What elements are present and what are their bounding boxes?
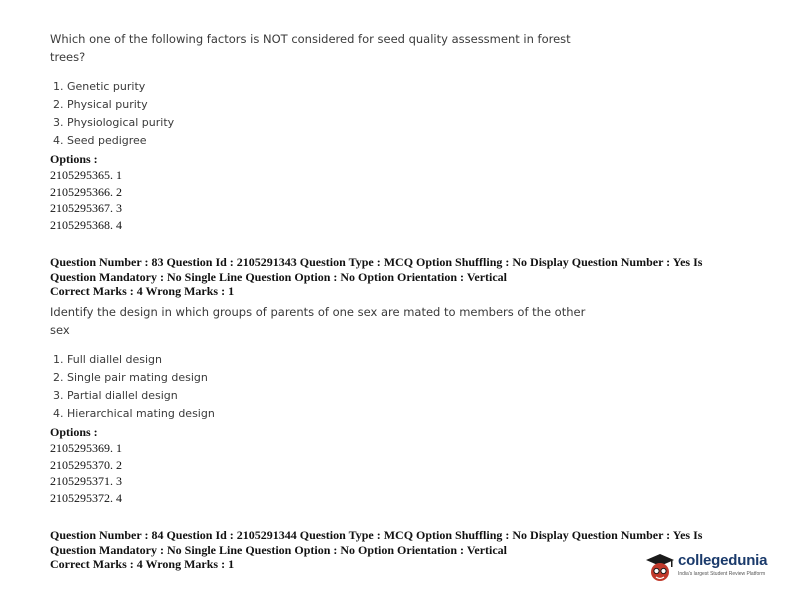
- q82-choice-4: 4. Seed pedigree: [53, 134, 147, 147]
- q82-text-line2: trees?: [50, 50, 86, 64]
- q84-header-line2: Question Mandatory : No Single Line Question Option : No Option Orientation : Vertical: [50, 542, 508, 557]
- q82-option-3: 2105295367. 3: [50, 201, 122, 215]
- q83-header-line1: Question Number : 83 Question Id : 2105291343 Question Type : MCQ Option Shuffling : No Display Question Number : Yes Is: [50, 255, 703, 269]
- q82-text-line1: Which one of the following factors is NOT considered for seed quality assessment in forest: [50, 32, 571, 46]
- q82-option-4: 2105295368. 4: [50, 218, 122, 232]
- collegedunia-logo: [644, 550, 792, 590]
- q82-choice-1: 1. Genetic purity: [53, 80, 146, 93]
- q82-choice-2: 2. Physical purity: [53, 98, 148, 111]
- logo-wordmark: collegedunia: [678, 552, 768, 569]
- q82-option-2: 2105295366. 2: [50, 185, 122, 199]
- q83-options-label: Options :: [50, 425, 98, 439]
- q83-text-line1: Identify the design in which groups of parents of one sex are mated to members of the other: [50, 305, 586, 319]
- logo-tagline: India's largest Student Review Platform: [678, 571, 766, 577]
- q83-choice-3: 3. Partial diallel design: [53, 389, 178, 402]
- q84-header: [50, 528, 740, 572]
- q83-header-line2: Question Mandatory : No Single Line Question Option : No Option Orientation : Vertical: [50, 269, 508, 284]
- q82-option-1: 2105295365. 1: [50, 168, 122, 182]
- q82-options-label: Options :: [50, 152, 98, 166]
- graduate-mascot-icon: [644, 552, 676, 586]
- q83-choice-2: 2. Single pair mating design: [53, 371, 208, 384]
- q83-option-4: 2105295372. 4: [50, 491, 122, 505]
- q83-marks: Correct Marks : 4 Wrong Marks : 1: [50, 284, 235, 298]
- q84-header-line1: Question Number : 84 Question Id : 2105291344 Question Type : MCQ Option Shuffling : No Display Question Number : Yes Is: [50, 528, 703, 542]
- q82-choice-3: 3. Physiological purity: [53, 116, 175, 129]
- q83-choice-1: 1. Full diallel design: [53, 353, 163, 366]
- q83-option-3: 2105295371. 3: [50, 474, 122, 488]
- q83-header: [50, 255, 740, 299]
- q83-option-2: 2105295370. 2: [50, 458, 122, 472]
- q83-text-line2: sex: [50, 323, 70, 337]
- q84-marks: Correct Marks : 4 Wrong Marks : 1: [50, 557, 235, 571]
- q83-option-1: 2105295369. 1: [50, 441, 122, 455]
- q83-choice-4: 4. Hierarchical mating design: [53, 407, 215, 420]
